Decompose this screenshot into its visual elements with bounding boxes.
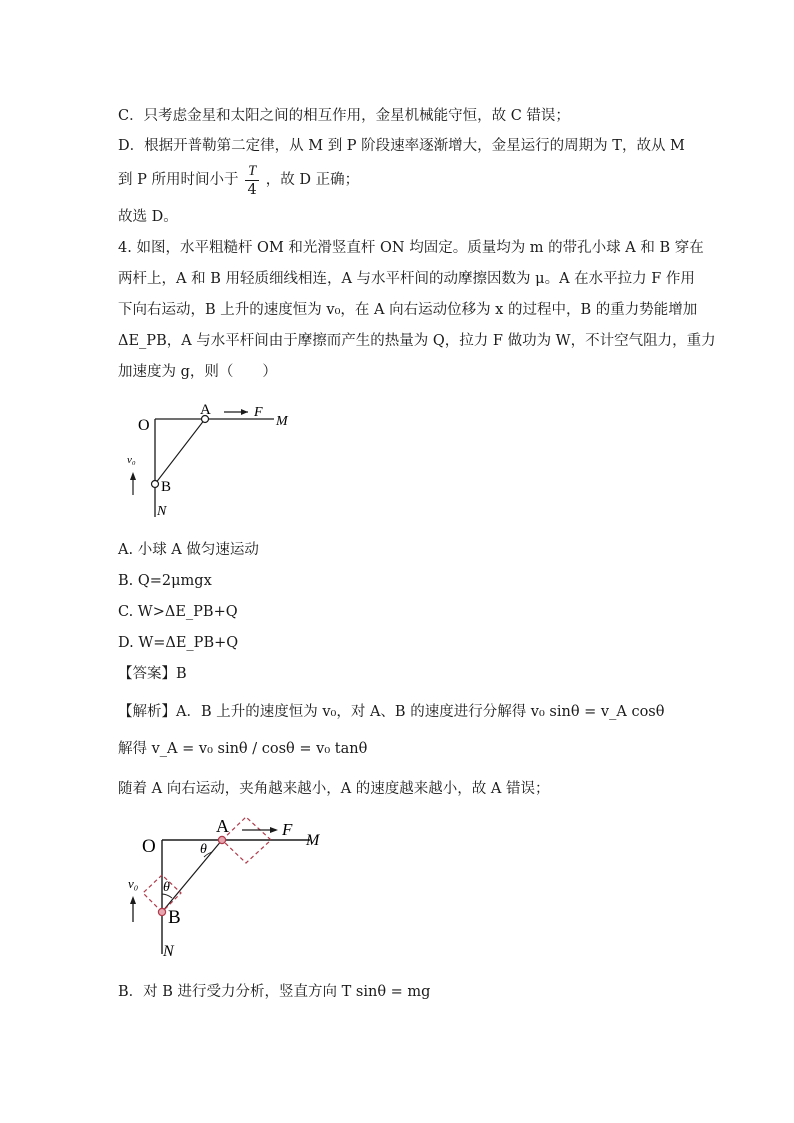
label-a: A — [216, 816, 229, 836]
option-d-analysis: D．根据开普勒第二定律，从 M 到 P 阶段速率逐渐增大，金星运行的周期为 T，故从 M — [118, 138, 685, 154]
answer-value: B — [176, 666, 187, 682]
label-n: N — [157, 504, 167, 519]
analysis-line-4: B．对 B 进行受力分析，竖直方向 T sinθ = mg — [118, 984, 431, 1000]
analysis-line-1: 【解析】A．B 上升的速度恒为 v₀，对 A、B 的速度进行分解得 v₀ sinθ = v_A cosθ — [118, 704, 665, 720]
label-f: F — [254, 405, 263, 420]
label-o: O — [138, 417, 150, 434]
option-d-analysis-cont: 到 P 所用时间小于 $\frac{T}{4}$ ，故 D 正确； — [118, 162, 360, 198]
label-n: N — [163, 943, 174, 960]
question-4-line-4: ΔE_PB，A 与水平杆间由于摩擦而产生的热量为 Q，拉力 F 做功为 W，不计空气阻力，重力 — [118, 333, 716, 349]
velocity-arrow-icon — [130, 472, 136, 480]
analysis-line-2: 解得 v_A = v₀ sinθ / cosθ = v₀ tanθ — [118, 741, 368, 757]
label-theta-b: θ — [163, 880, 170, 895]
ball-b — [158, 908, 165, 915]
prev-conclusion: 故选 D。 — [118, 209, 178, 225]
velocity-arrow-icon — [130, 896, 136, 904]
option-c-analysis: C．只考虑金星和太阳之间的相互作用，金星机械能守恒，故 C 错误； — [118, 108, 570, 124]
label-b: B — [161, 479, 172, 495]
option-d: D. W=ΔE_PB+Q — [118, 635, 239, 651]
label-f: F — [282, 820, 293, 839]
option-c: C. W>ΔE_PB+Q — [118, 604, 238, 620]
label-m: M — [276, 414, 288, 429]
label-b: B — [168, 907, 181, 928]
analysis-line-3: 随着 A 向右运动，夹角越来越小，A 的速度越来越小，故 A 错误； — [118, 781, 550, 797]
period-fraction: $\frac{T}{4}$ — [245, 162, 259, 199]
ball-b — [152, 481, 159, 488]
answer-tag: 【答案】 — [118, 666, 176, 682]
question-4-line-3: 下向右运动，B 上升的速度恒为 v₀，在 A 向右运动位移为 x 的过程中，B 的重力势能增加 — [118, 302, 698, 318]
label-o: O — [142, 836, 156, 857]
question-4-line-1: 4. 如图，水平粗糙杆 OM 和光滑竖直杆 ON 均固定。质量均为 m 的带孔小球 A 和 B 穿在 — [118, 240, 704, 256]
label-a: A — [200, 402, 211, 418]
label-v0: v₀ — [127, 454, 136, 466]
label-v0: v₀ — [128, 876, 139, 891]
label-m: M — [306, 832, 320, 849]
force-arrow-icon — [241, 409, 248, 415]
ball-a — [218, 836, 225, 843]
analysis-tag: 【解析】 — [118, 704, 176, 720]
figure-1 — [120, 395, 320, 525]
option-b: B. Q=2μmgx — [118, 573, 212, 589]
force-arrow-icon — [270, 827, 278, 833]
label-theta-a: θ — [200, 842, 207, 857]
option-a: A. 小球 A 做匀速运动 — [118, 542, 259, 558]
question-4-line-2: 两杆上，A 和 B 用轻质细线相连，A 与水平杆间的动摩擦因数为 μ。A 在水平拉力 F 作用 — [118, 271, 695, 287]
figure-2 — [120, 812, 340, 962]
question-4-line-5: 加速度为 g，则（ ） — [118, 364, 277, 380]
answer — [118, 664, 187, 684]
